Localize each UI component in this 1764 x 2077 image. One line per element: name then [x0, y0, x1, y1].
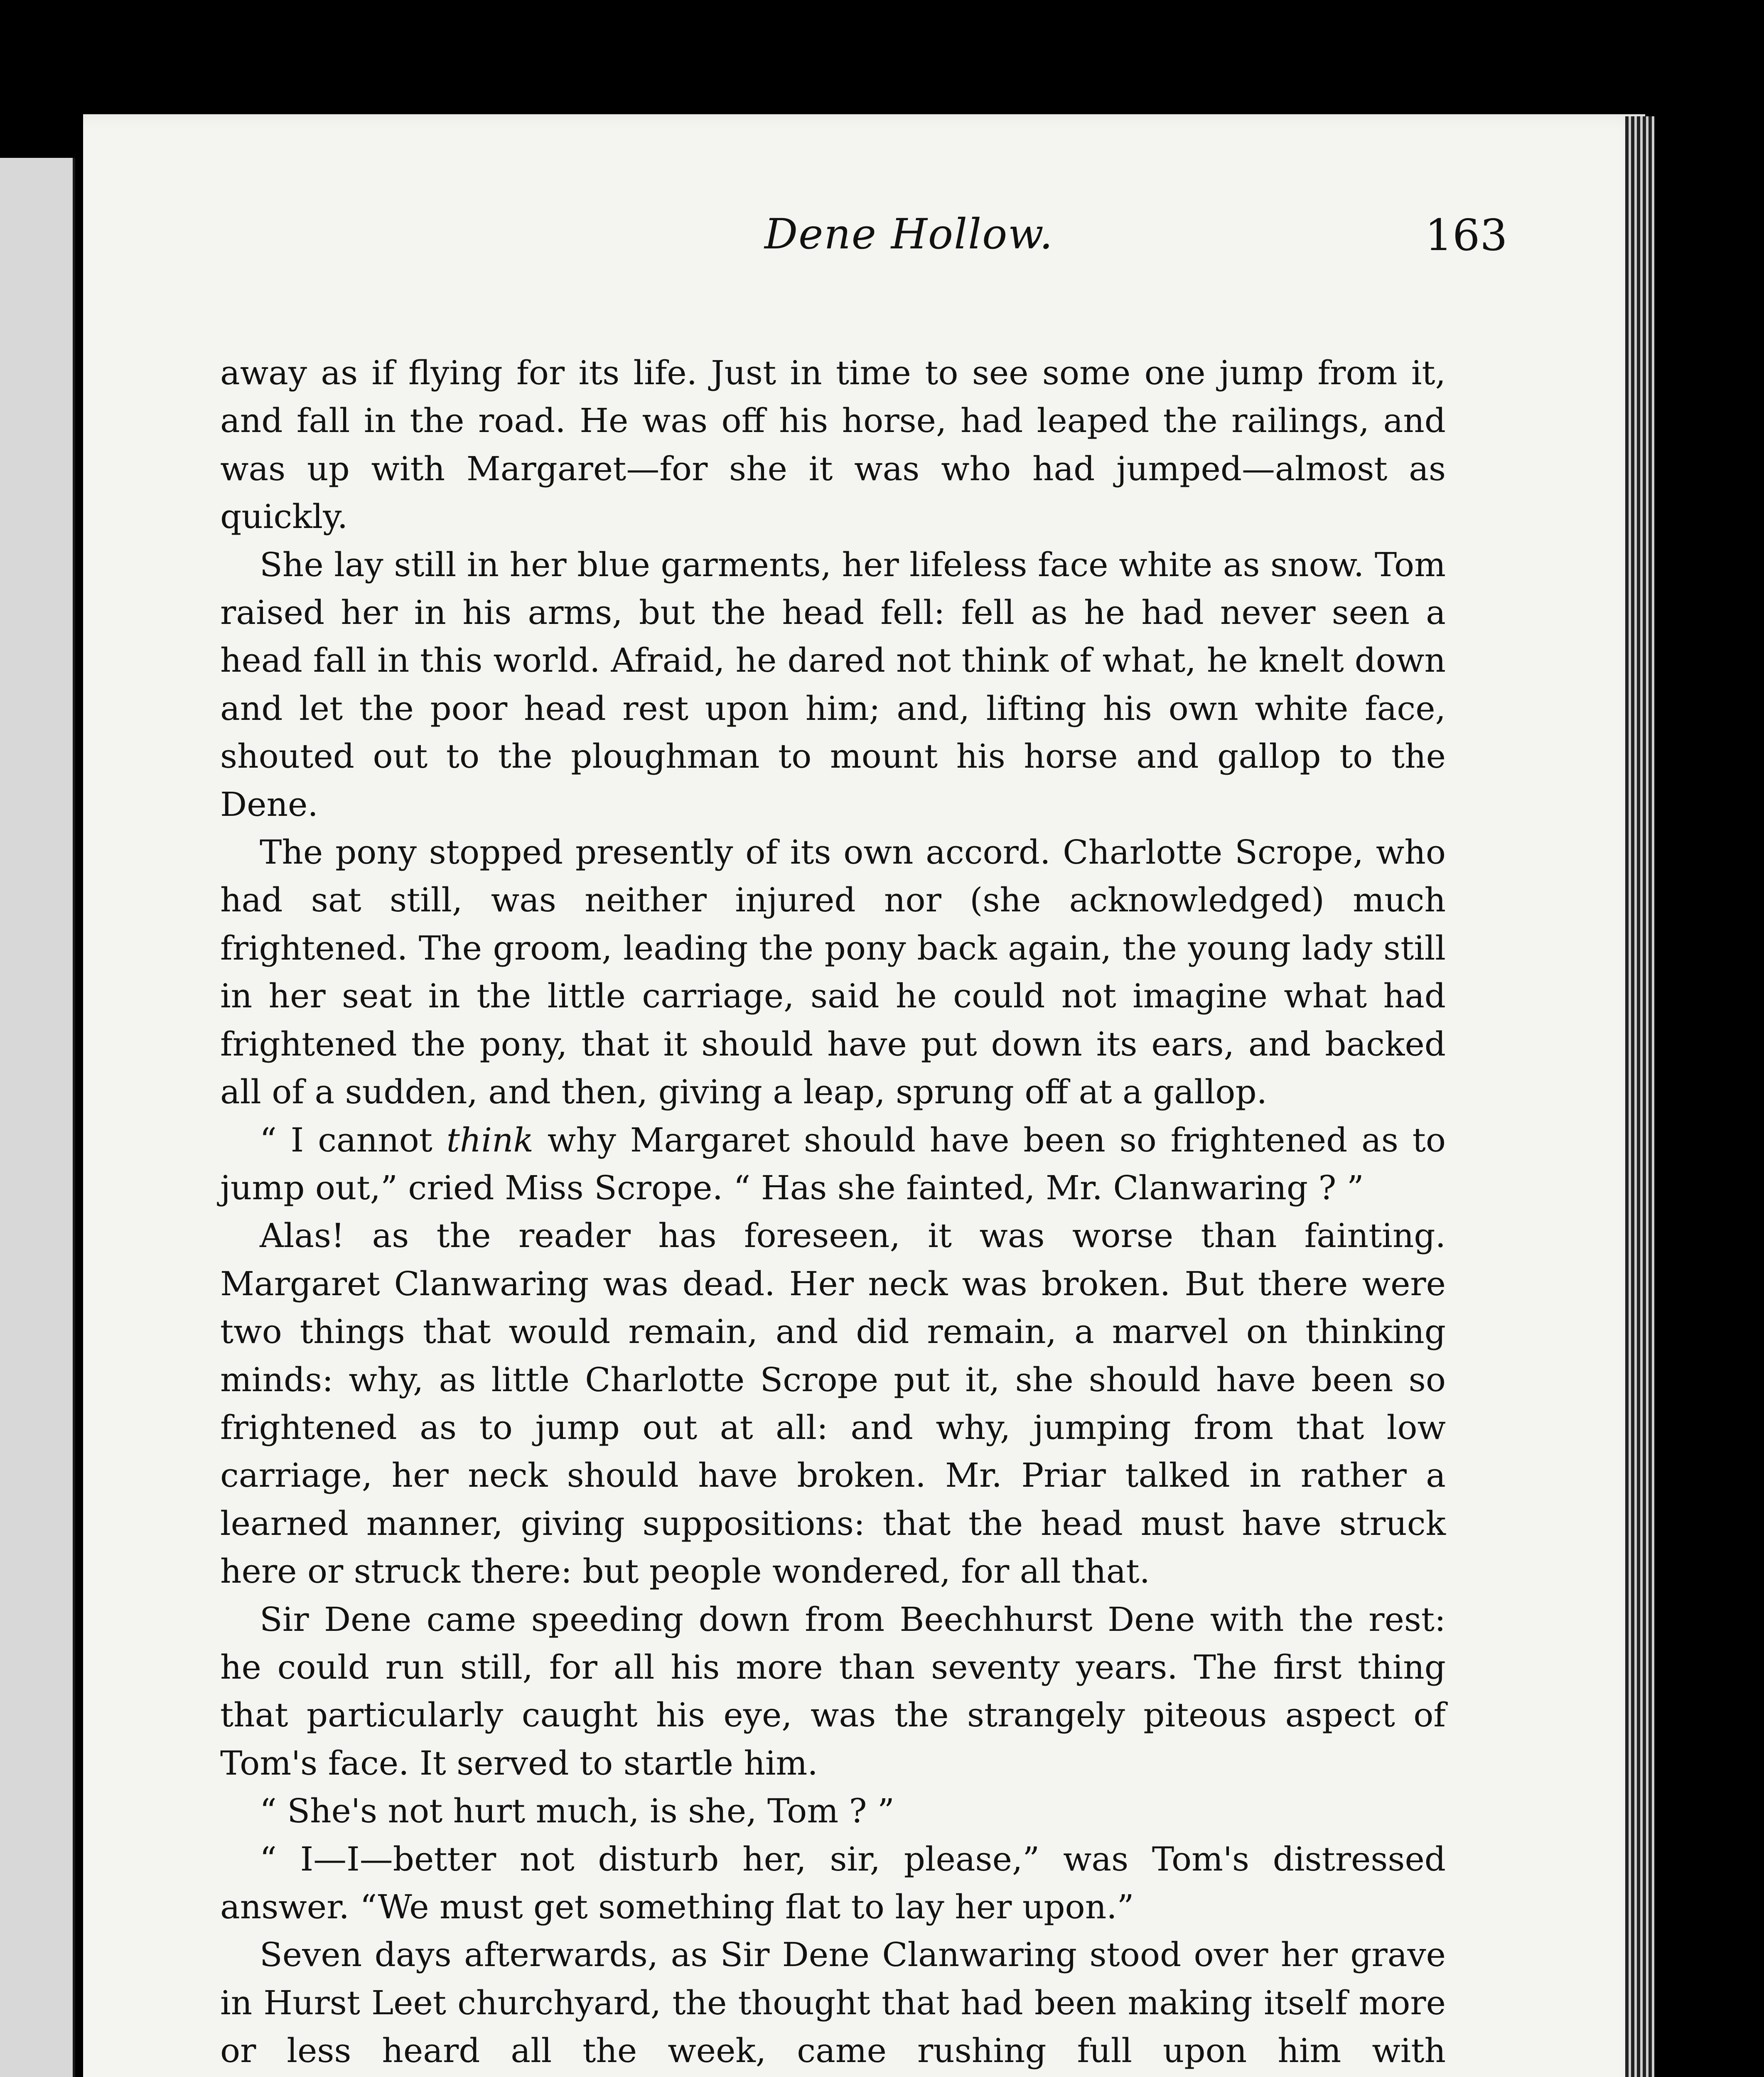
paragraph-2: She lay still in her blue garments, her lifeless face white as snow. Tom raised her in his arms, but the head fell: fell as he had never seen a head fall in this world. Afraid, he dared not think of what, he knelt down and let the poor head rest upon him; and, lifting his own white face, shouted out to the ploughman to mount his horse and gallop to the Dene. [220, 545, 1446, 824]
quote-emphasis: think [446, 1120, 533, 1159]
page-stack-edge [1625, 116, 1654, 2077]
paragraph-7: “ I—I—better not disturb her, sir, please,” was Tom's distressed answer. “We must get something flat to lay her upon.” [220, 1839, 1446, 1926]
paragraph-4: Alas! as the reader has foreseen, it was worse than fainting. Margaret Clanwaring was dead. Her neck was broken. But there were two things that would remain, and did remain, a marvel on thinking minds: why, as little Charlotte Scrope put it, she should have been so frightened as to jump out at all: and why, jumping from that low carriage, her neck should have broken. Mr. Priar talked in rather a learned manner, giving suppositions: that the head must have struck here or struck there: but people wondered, for all that. [220, 1216, 1446, 1591]
body-text [220, 349, 1446, 2077]
paragraph-8: Seven days afterwards, as Sir Dene Clanwaring stood over her grave in Hurst Leet churchyard, the thought that had been making itself more or less heard all the week, came rushing full upon him with [220, 1935, 1446, 2070]
paragraph-6: “ She's not hurt much, is she, Tom ? ” [260, 1792, 894, 1831]
facing-page-edge [0, 158, 75, 2077]
running-head-title: Dene Hollow. [764, 210, 1054, 258]
paragraph-quote-scrope [220, 1116, 1446, 1212]
quote-before: “ I cannot [260, 1120, 447, 1159]
page-number: 163 [1425, 210, 1508, 260]
paragraph-5: Sir Dene came speeding down from Beechhurst Dene with the rest: he could run still, for all his more than seventy years. The first thing that particularly caught his eye, was the strangely piteous aspect of Tom's face. It served to startle him. [220, 1600, 1446, 1782]
paragraph-1: away as if flying for its life. Just in time to see some one jump from it, and fall in the road. He was off his horse, had leaped the railings, and was up with Margaret—for she it was who had jumped—almost as quickly. [220, 354, 1446, 536]
paragraph-3: The pony stopped presently of its own accord. Charlotte Scrope, who had sat still, was neither injured nor (she acknowledged) much frightened. The groom, leading the pony back again, the young lady still in her seat in the little carriage, said he could not imagine what had frightened the pony, that it should have put down its ears, and backed all of a sudden, and then, giving a leap, sprung off at a gallop. [220, 833, 1446, 1112]
quote-after: why Margaret should have been so frightened as to jump out,” cried Miss Scrope. “ Has she fainted, Mr. Clanwaring ? ” [220, 1120, 1446, 1207]
